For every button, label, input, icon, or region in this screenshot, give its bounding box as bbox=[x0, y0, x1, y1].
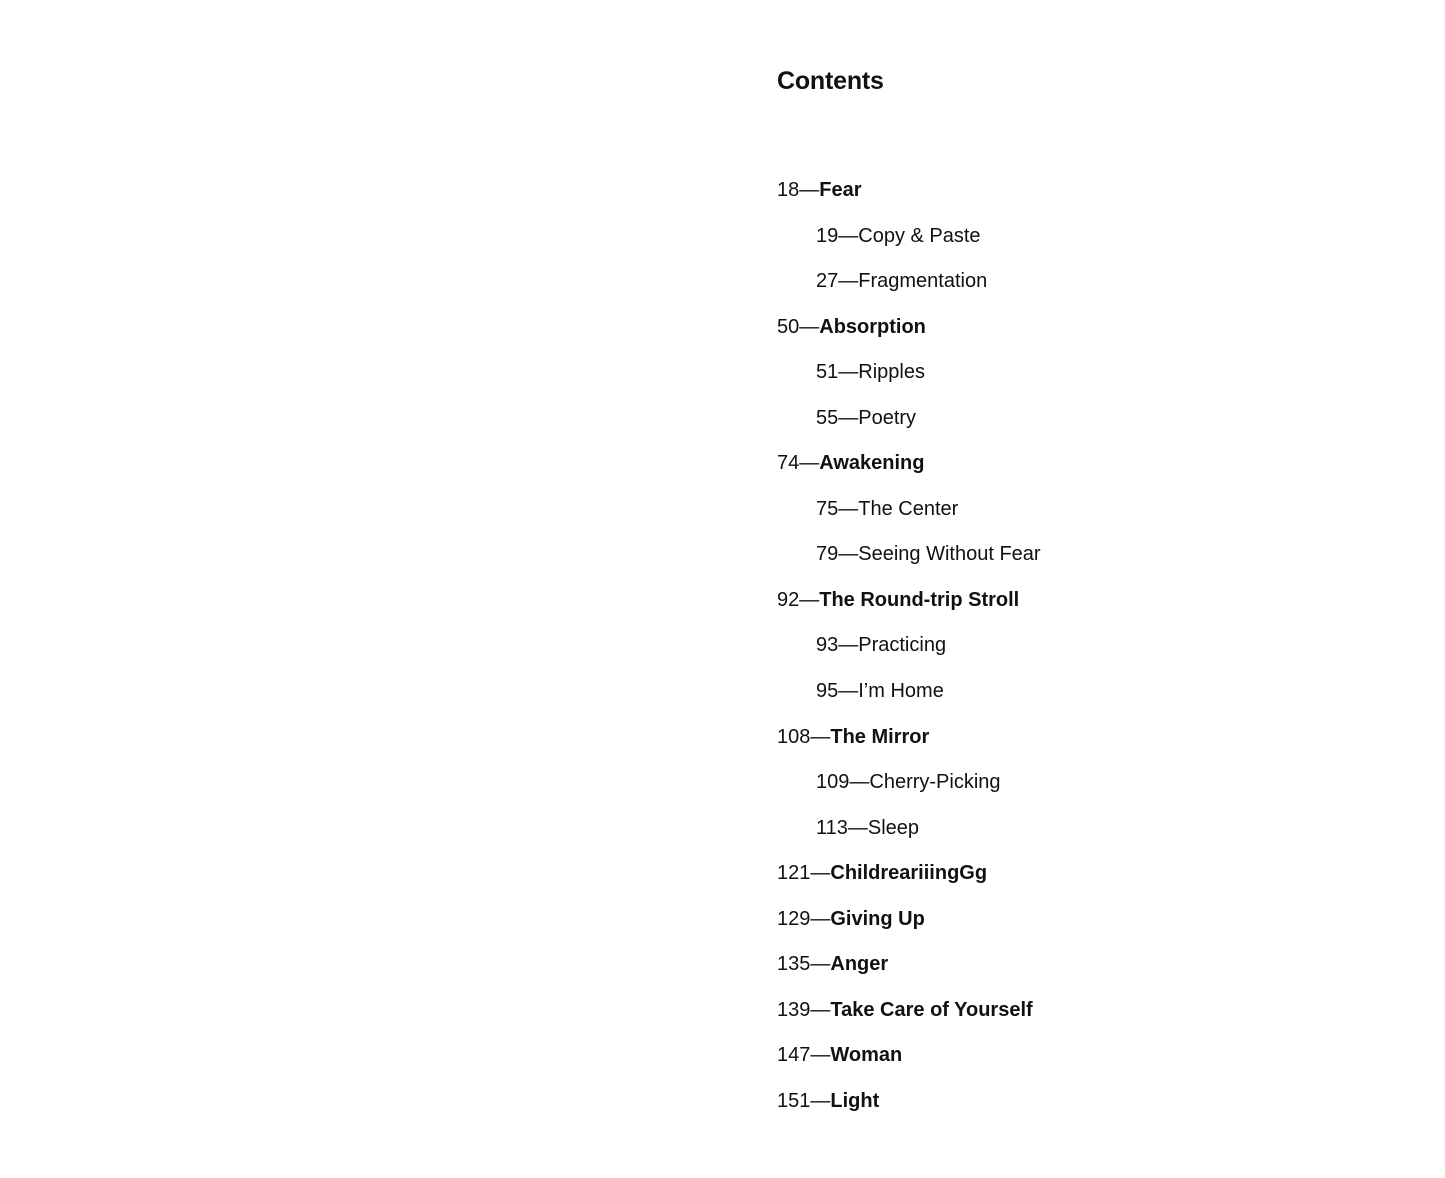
toc-page-number: 93 bbox=[816, 634, 839, 657]
toc-chapter-entry[interactable] bbox=[777, 720, 1041, 766]
toc-page-number: 19 bbox=[816, 224, 839, 247]
toc-chapter-entry[interactable] bbox=[777, 1084, 1041, 1130]
toc-entry-title: I’m Home bbox=[858, 680, 944, 703]
toc-heading: Contents bbox=[777, 67, 884, 95]
toc-chapter-entry[interactable] bbox=[777, 1038, 1041, 1084]
toc-entry-title: Copy & Paste bbox=[858, 224, 981, 247]
toc-entry-title: Cherry-Picking bbox=[869, 771, 1001, 794]
toc-page-number: 129 bbox=[777, 907, 811, 930]
toc-section-entry[interactable] bbox=[777, 628, 1041, 674]
toc-page-number: 27 bbox=[816, 270, 839, 293]
toc-page-number: 55 bbox=[816, 406, 839, 429]
toc-dash-separator: — bbox=[810, 998, 831, 1021]
toc-entry-title: ChildreariiingGg bbox=[830, 862, 988, 885]
toc-dash-separator: — bbox=[838, 406, 859, 429]
toc-dash-separator: — bbox=[838, 270, 859, 293]
toc-dash-separator: — bbox=[838, 361, 859, 384]
toc-chapter-entry[interactable] bbox=[777, 856, 1041, 902]
toc-entry-title: Poetry bbox=[858, 406, 917, 429]
toc-chapter-entry[interactable] bbox=[777, 583, 1041, 629]
toc-page-number: 113 bbox=[816, 816, 848, 839]
toc-entry-title: Fear bbox=[819, 179, 862, 201]
toc-dash-separator: — bbox=[810, 907, 831, 930]
toc-chapter-entry[interactable] bbox=[777, 310, 1041, 356]
toc-dash-separator: — bbox=[799, 315, 820, 338]
toc-section-entry[interactable] bbox=[777, 537, 1041, 583]
toc-dash-separator: — bbox=[838, 224, 859, 247]
toc-entry-title: Practicing bbox=[858, 634, 947, 657]
toc-chapter-entry[interactable] bbox=[777, 947, 1041, 993]
toc-section-entry[interactable] bbox=[777, 264, 1041, 310]
toc-page-number: 75 bbox=[816, 497, 839, 520]
toc-entry-title: The Center bbox=[858, 497, 959, 520]
toc-entry-title: Seeing Without Fear bbox=[858, 543, 1041, 566]
toc-dash-separator: — bbox=[810, 1044, 831, 1067]
toc-dash-separator: — bbox=[810, 953, 831, 976]
toc-section-entry[interactable] bbox=[777, 674, 1041, 720]
toc-page-number: 92 bbox=[777, 588, 800, 611]
toc-entry-title: Sleep bbox=[867, 816, 920, 839]
toc-page-number: 147 bbox=[777, 1044, 811, 1067]
toc-entry-title: The Round-trip Stroll bbox=[819, 588, 1020, 611]
toc-dash-separator: — bbox=[799, 452, 820, 475]
toc-page-number: 79 bbox=[816, 543, 839, 566]
toc-dash-separator: — bbox=[838, 680, 859, 703]
toc-entry-title: The Mirror bbox=[830, 725, 930, 748]
toc-dash-separator: — bbox=[810, 862, 831, 885]
table-of-contents bbox=[777, 173, 1041, 1129]
toc-page-number: 109 bbox=[816, 771, 850, 794]
toc-chapter-entry[interactable] bbox=[777, 446, 1041, 492]
toc-entry-title: Giving Up bbox=[830, 907, 925, 930]
toc-entry-title: Woman bbox=[830, 1044, 903, 1067]
toc-entry-title: Awakening bbox=[819, 452, 925, 475]
toc-dash-separator: — bbox=[799, 588, 820, 611]
toc-page-number: 51 bbox=[816, 361, 839, 384]
toc-chapter-entry[interactable] bbox=[777, 902, 1041, 948]
toc-page-number: 50 bbox=[777, 315, 800, 338]
toc-page-number: 95 bbox=[816, 680, 839, 703]
toc-page-number: 18 bbox=[777, 179, 800, 201]
toc-page-number: 121 bbox=[777, 862, 811, 885]
toc-page-number: 108 bbox=[777, 725, 811, 748]
toc-dash-separator: — bbox=[847, 816, 868, 839]
toc-entry-title: Ripples bbox=[858, 361, 925, 384]
toc-section-entry[interactable] bbox=[777, 401, 1041, 447]
toc-dash-separator: — bbox=[799, 179, 820, 201]
toc-entry-title: Take Care of Yourself bbox=[830, 998, 1033, 1021]
toc-dash-separator: — bbox=[810, 1089, 831, 1112]
toc-page-number: 151 bbox=[777, 1089, 811, 1112]
toc-page-number: 135 bbox=[777, 953, 811, 976]
toc-entry-title: Anger bbox=[830, 953, 889, 976]
toc-section-entry[interactable] bbox=[777, 219, 1041, 265]
toc-entry-title: Light bbox=[830, 1089, 880, 1112]
toc-chapter-entry[interactable] bbox=[777, 173, 1041, 219]
toc-dash-separator: — bbox=[838, 634, 859, 657]
toc-dash-separator: — bbox=[810, 725, 831, 748]
toc-dash-separator: — bbox=[838, 543, 859, 566]
toc-dash-separator: — bbox=[849, 771, 870, 794]
toc-dash-separator: — bbox=[838, 497, 859, 520]
toc-entry-title: Absorption bbox=[819, 315, 926, 338]
toc-section-entry[interactable] bbox=[777, 811, 1041, 857]
toc-entry-title: Fragmentation bbox=[858, 270, 988, 293]
toc-chapter-entry[interactable] bbox=[777, 993, 1041, 1039]
toc-page-number: 74 bbox=[777, 452, 800, 475]
toc-section-entry[interactable] bbox=[777, 765, 1041, 811]
toc-section-entry[interactable] bbox=[777, 492, 1041, 538]
toc-section-entry[interactable] bbox=[777, 355, 1041, 401]
toc-page-number: 139 bbox=[777, 998, 811, 1021]
